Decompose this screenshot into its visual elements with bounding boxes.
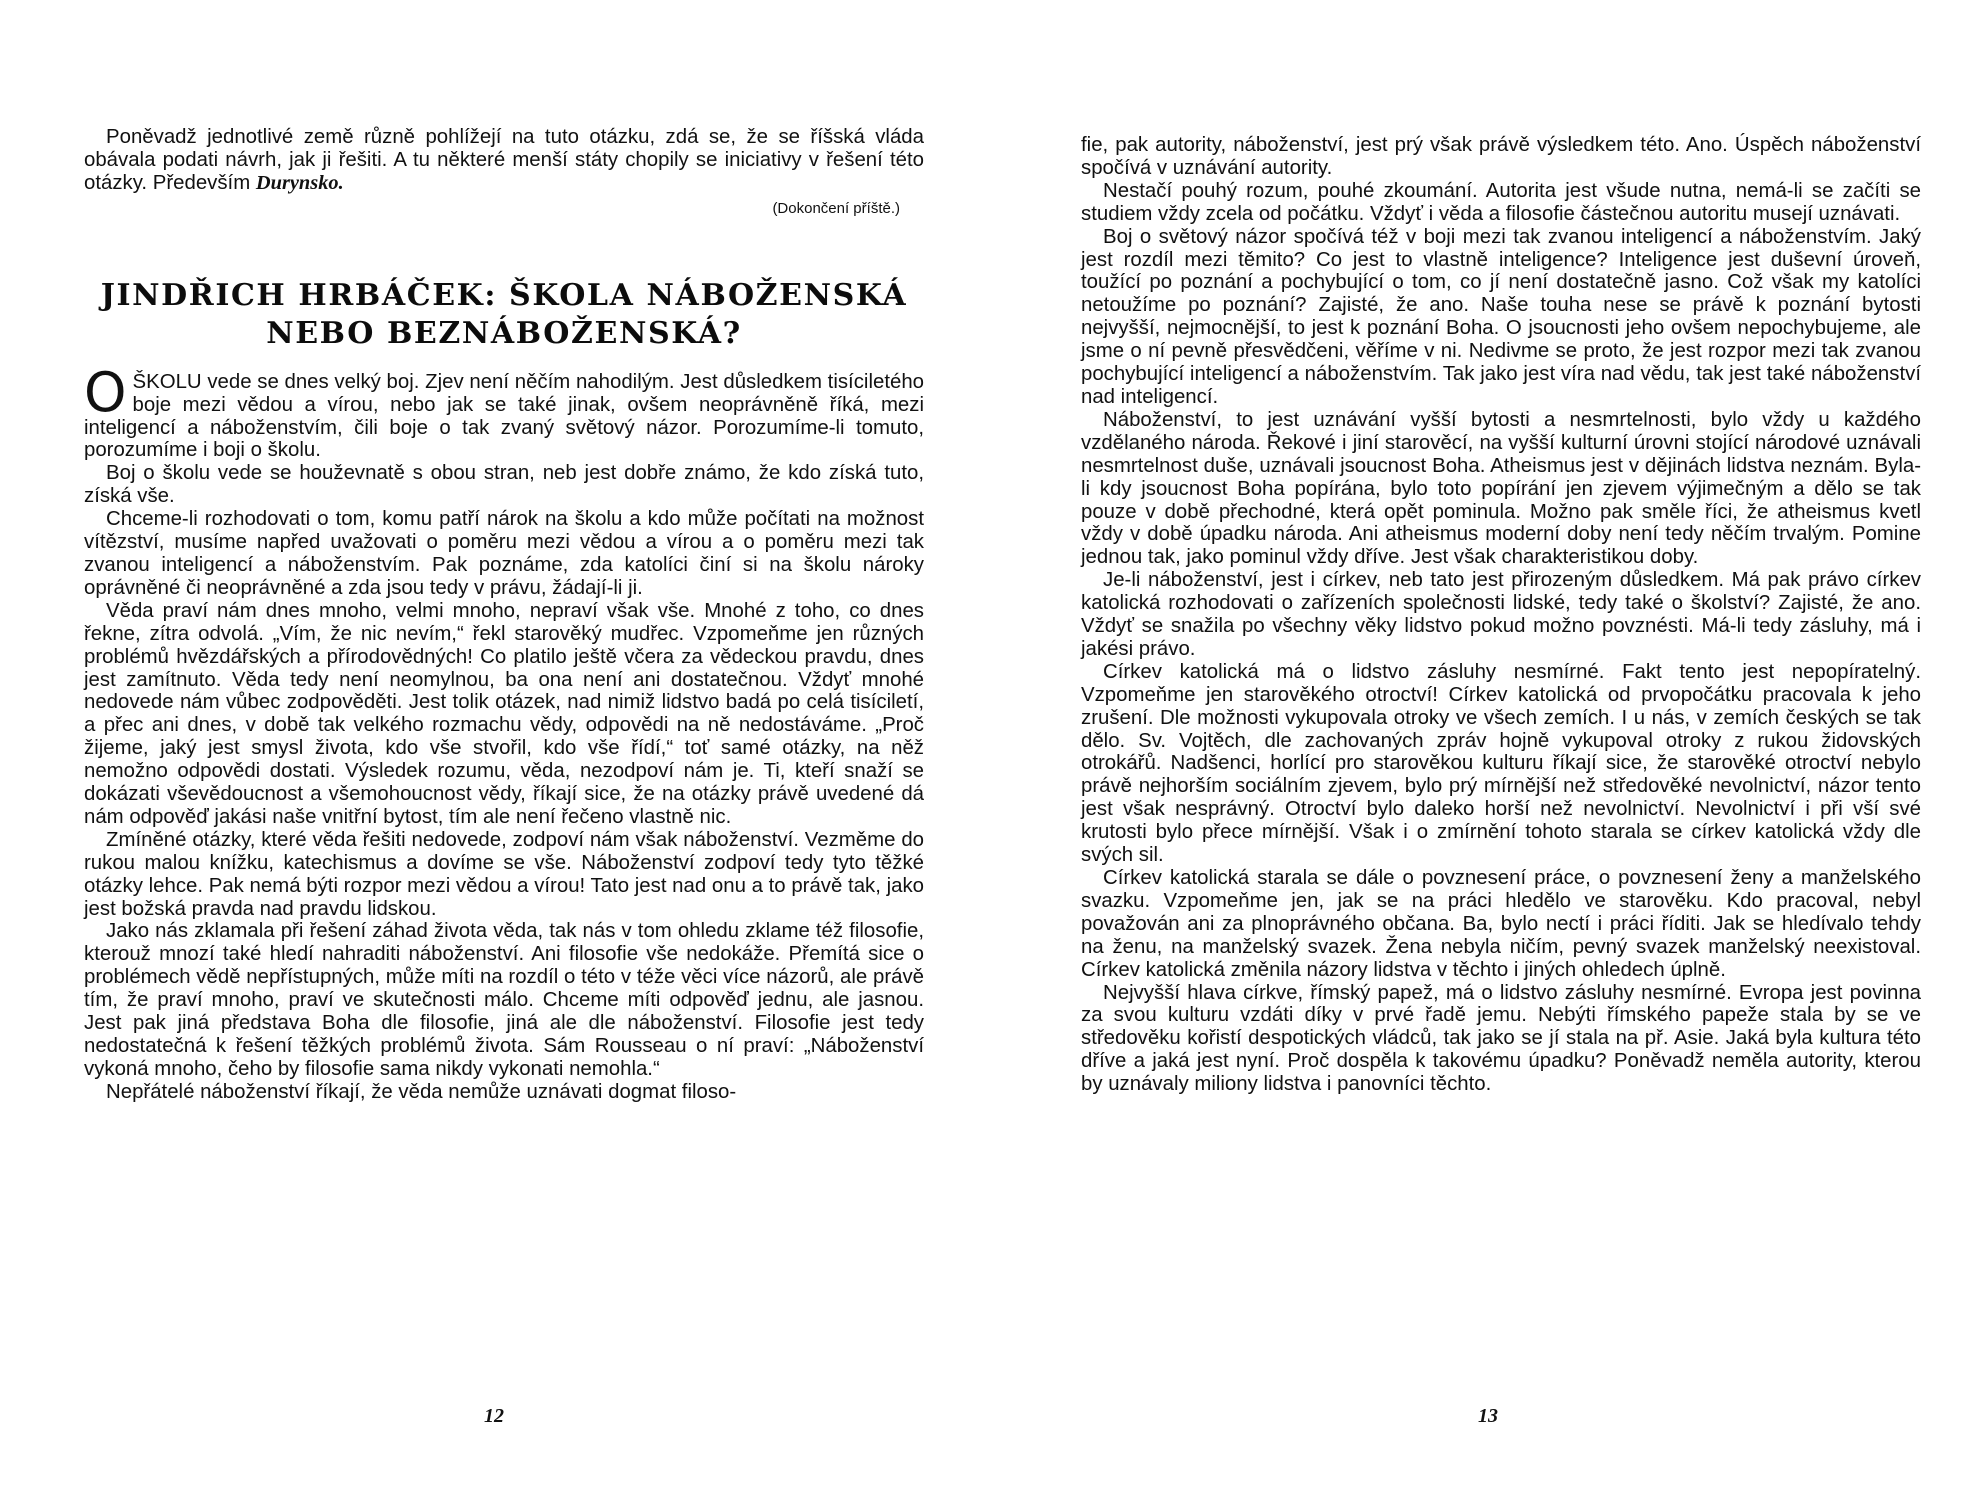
paragraph: Věda praví nám dnes mnoho, velmi mnoho, nepraví však vše. Mnohé z toho, co dnes řekne, zítra odvolá. „Vím, že nic nevím,“ řekl starověký mudřec. Vzpomeňme jen různých problémů hvězdářských a přírodovědných! Co platilo ještě včera za vědeckou pravdu, dnes jest zamítnuto. Věda tedy není neomylnou, ba ona není ani dostatečnou. Vždyť mnohé nedovede nám vůbec zodpověděti. Jest tolik otázek, nad nimiž lidstvo badá po celá tisíciletí, a přec ani dnes, v době tak velkého rozmachu vědy, odpovědi na ně nedostáváme. „Proč žijeme, jaký jest smysl života, kdo vše stvořil, kdo vše řídí,“ toť samé otázky, na něž nemožno odpovědi dostati. Výsledek rozumu, věda, nezodpoví nám je. Ti, kteří snaží se dokázati vševědoucnost a všemohoucnost vědy, říkají sice, že na otázky právě uvedené dá nám odpověď jakási naše vnitřní bytost, tím ale není řečeno vlastně nic. — [84, 599, 924, 828]
right-page — [989, 0, 1978, 1500]
intro-paragraph — [84, 126, 924, 195]
intro-emphasis: Durynsko. — [255, 171, 344, 194]
paragraph: Církev katolická starala se dále o povznesení práce, o povznesení ženy a manželského svazku. Vzpomeňme jen, jak se na práci hledělo ve starověku. Kdo pracoval, nebyl považován ani za plnoprávného občana. Ba, bylo nectí i práci říditi. Jak se hledívalo tehdy na ženu, na manželský svazek. Žena nebyla ničím, pevný svazek manželský neexistoval. Církev katolická změnila názory lidstva v těchto i jiných ohledech úplně. — [1081, 867, 1921, 981]
right-text-column — [1081, 134, 1921, 1096]
paragraph: Zmíněné otázky, které věda řešiti nedovede, zodpoví nám však náboženství. Vezměme do rukou malou knížku, katechismus a dovíme se vše. Náboženství zodpoví tedy tyto těžké otázky lehce. Pak nemá býti rozpor mezi vědou a vírou! Tato jest nad onu a to právě tak, jako jest božská pravda nad pravdu lidskou. — [84, 828, 924, 920]
left-text-column — [84, 126, 924, 1104]
paragraph: Nestačí pouhý rozum, pouhé zkoumání. Autorita jest všude nutna, nemá-li se začíti se studiem vždy zcela od počátku. Vždyť i věda a filosofie částečnou autoritu musejí uznávati. — [1081, 179, 1921, 225]
paragraph: Je-li náboženství, jest i církev, neb tato jest přirozeným důsledkem. Má pak právo církev katolická rozhodovati o zařízeních společnosti lidské, tedy také o školství? Zajisté, že ano. Vždyť se snažila po všechny věky lidstvo pokud možno povznésti. Má-li tedy zásluhy, má i jakési právo. — [1081, 569, 1921, 660]
paragraph: Náboženství, to jest uznávání vyšší bytosti a nesmrtelnosti, bylo vždy u každého vzdělaného národa. Řekové i jiní starověcí, na vyšší kulturní úrovni stojící národové uznávali nesmrtelnost duše, uznávali jsoucnost Boha. Atheismus jest v dějinách lidstva neznám. Byla-li kdy jsoucnost Boha popírána, bylo toto popírání jen zjevem výjimečným a dělo se tak pouze v době přechodné, která opět pominula. Možno pak směle říci, že atheismus kvetl vždy v době úpadku národa. Ani atheismus moderní doby není tedy něčím trvalým. Pomine jednou tak, jako pominul vždy dříve. Jest však charakteristikou doby. — [1081, 408, 1921, 569]
paragraph: Nejvyšší hlava církve, římský papež, má o lidstvo zásluhy nesmírné. Evropa jest povinna za svou kulturu vzdáti díky v prvé řadě jemu. Nebýti římského papeže stala by se ve středověku kořistí despotických vládců, tak jako se jí stala na př. Asie. Jaká byla kultura této dříve a jaká jest nyní. Proč dospěla k takovému úpadku? Poněvadž neměla autority, kterou by uznávaly miliony lidstva i panovníci těchto. — [1081, 981, 1921, 1096]
article-heading — [84, 277, 924, 353]
page-number-right: 13 — [1478, 1405, 1498, 1427]
first-paragraph-text: ŠKOLU vede se dnes velký boj. Zjev není něčím nahodilým. Jest důsledkem tisíciletého boje mezi vědou a vírou, nebo jak se také jinak, ovšem neoprávněně říká, mezi inteligencí a náboženstvím, čili boje o tak zvaný světový názor. Porozumíme-li tomuto, porozumíme i boji o školu. — [84, 370, 924, 462]
heading-line-1: JINDŘICH HRBÁČEK: ŠKOLA NÁBOŽENSKÁ — [100, 277, 908, 313]
intro-text: Poněvadž jednotlivé země různě pohlížejí na tuto otázku, zdá se, že se říšská vláda obávala podati návrh, jak ji řešiti. A tu některé menší státy chopily se iniciativy v řešení této otázky. Především — [84, 126, 924, 194]
drop-cap: O — [84, 360, 127, 424]
paragraph: Jako nás zklamala při řešení záhad života věda, tak nás v tom ohledu zklame též filosofie, kterouž mnozí také hledí nahraditi náboženství. Ani filosofie vše nedokáže. Přemítá sice o problémech vědě nepřístupných, může míti na rozdíl o této v téže věci více názorů, ale právě tím, že praví mnoho, praví ve skutečnosti málo. Chceme míti odpověď jednu, ale jasnou. Jest pak jiná představa Boha dle filosofie, jiná ale dle náboženství. Filosofie jest tedy nedostatečná k řešení těžkých problémů života. Sám Rousseau o ní praví: „Náboženství vykoná mnoho, čeho by filosofie sama nikdy vykonati nemohla.“ — [84, 920, 924, 1080]
paragraph: fie, pak autority, náboženství, jest prý však právě výsledkem této. Ano. Úspěch náboženství spočívá v uznávání autority. — [1081, 134, 1921, 179]
paragraph: Boj o světový názor spočívá též v boji mezi tak zvanou inteligencí a náboženstvím. Jaký jest rozdíl mezi těmito? Co jest to vlastně inteligence? Inteligence jest duševní úroveň, toužící po poznání a pochybující o tom, co jí není dostatečně jasno. Což však my katolíci netoužíme po poznání? Zajisté, že ano. Naše touha nese se právě k poznání bytosti nejvyšší, nejmocnější, to jest k poznání Boha. O jsoucnosti jeho ovšem nepochybujeme, ale jsme o ní pevně přesvědčeni, věříme v ni. Nedivme se proto, že jest rozpor mezi tak zvanou pochybující inteligencí a náboženstvím. Tak jako jest víra nad vědu, tak jest také náboženství nad inteligencí. — [1081, 225, 1921, 408]
paragraph: Církev katolická má o lidstvo zásluhy nesmírné. Fakt tento jest nepopíratelný. Vzpomeňme jen starověkého otroctví! Církev katolická od prvopočátku pracovala k jeho zrušení. Dle možnosti vykupovala otroky ve všech zemích. I u nás, v zemích českých se tak dělo. Sv. Vojtěch, dle zachovaných zpráv hojně vykupoval otroky z rukou židovských otrokářů. Nadšenci, horlící pro starověkou kulturu říkají sice, že starověké otroctví nebylo právě nejhorším sociálním zjevem, bylo prý mírnější než středověké nevolnictví, názor tento jest však nesprávný. Otroctví bylo daleko horší než nevolnictví. Nevolnictví i při vší své krutosti bylo přece mírnější. Však i o zmírnění tohoto starala se církev katolická vždy dle svých sil. — [1081, 660, 1921, 867]
heading-line-2: NEBO BEZNÁBOŽENSKÁ? — [266, 315, 742, 351]
first-paragraph — [84, 360, 924, 463]
page-number-left: 12 — [484, 1405, 504, 1427]
paragraph: Nepřátelé náboženství říkají, že věda nemůže uznávati dogmat filoso- — [106, 1080, 737, 1103]
continuation-note: (Dokončení příště.) — [772, 199, 900, 217]
paragraph: Chceme-li rozhodovati o tom, komu patří nárok na školu a kdo může počítati na možnost vítězství, musíme napřed uvažovati o poměru mezi vědou a vírou a o poměru mezi tak zvanou inteligencí a náboženstvím. Pak poznáme, zda katolíci činí si na školu nároky oprávněné či neoprávněné a zda jsou tedy v právu, žádají-li ji. — [84, 508, 924, 599]
paragraph: Boj o školu vede se houževnatě s obou stran, neb jest dobře známo, že kdo získá tuto, získá vše. — [84, 462, 924, 508]
